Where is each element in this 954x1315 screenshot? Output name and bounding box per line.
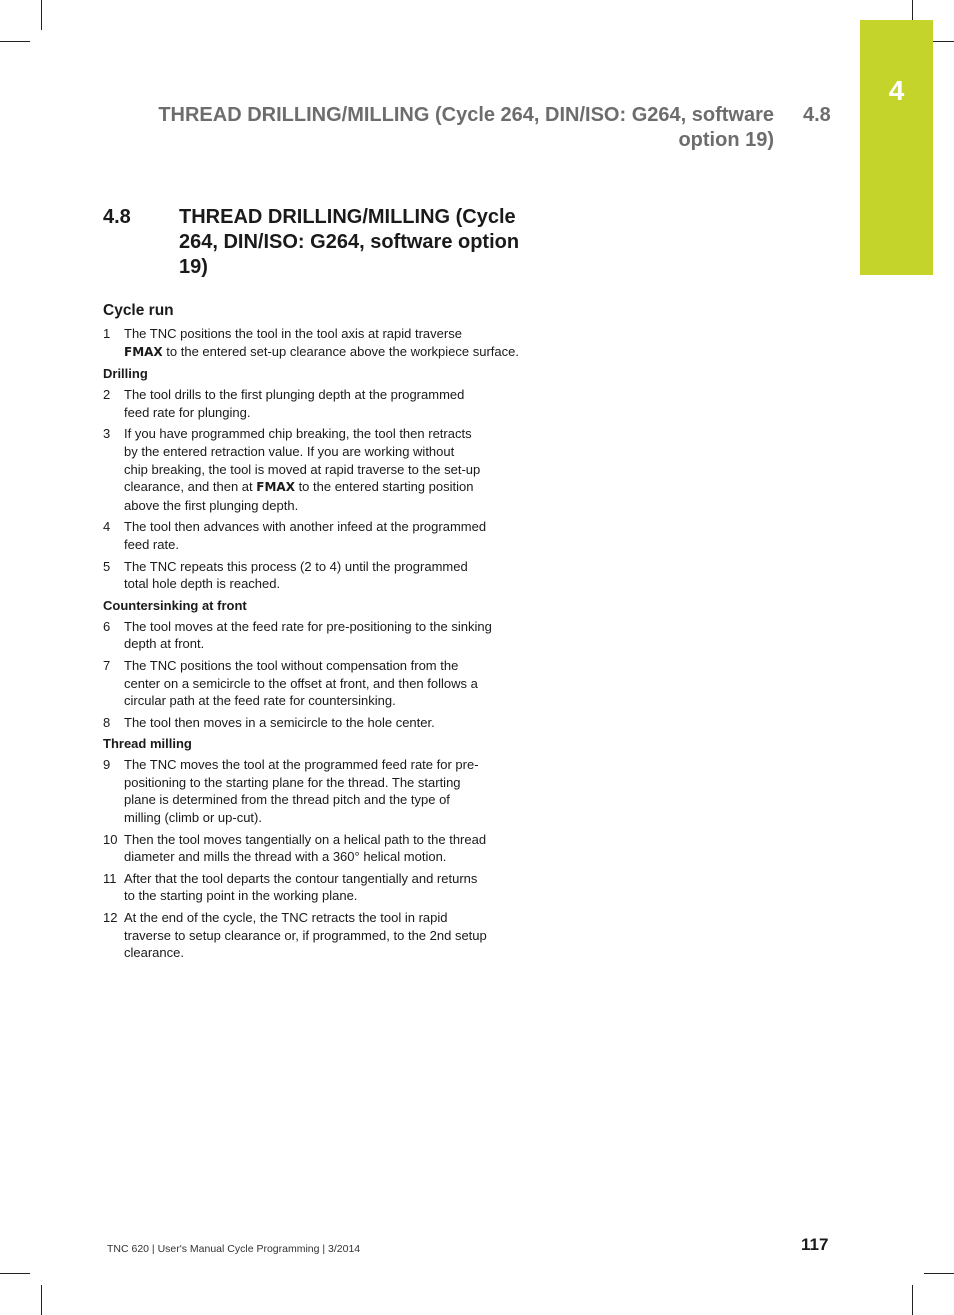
step-number: 1 bbox=[103, 326, 111, 341]
step-item bbox=[103, 325, 548, 361]
step-text: After that the tool departs the contour tangentially and returns to the starting point in the working plane. bbox=[124, 870, 478, 904]
step-text: The tool then advances with another infeed at the programmed feed rate. bbox=[124, 519, 487, 552]
drilling-heading: Drilling bbox=[103, 366, 148, 382]
step-text: At the end of the cycle, the TNC retracts the tool in rapid traverse to setup clearance or, if programmed, to the 2nd setup clearance. bbox=[124, 910, 487, 961]
step-item bbox=[103, 386, 548, 421]
step-item bbox=[103, 831, 548, 866]
step-item bbox=[103, 618, 548, 653]
running-header-section-number: 4.8 bbox=[803, 104, 831, 126]
step-item bbox=[103, 909, 548, 962]
step-item bbox=[103, 425, 548, 514]
crop-mark bbox=[0, 1273, 30, 1274]
running-header-line2: option 19) bbox=[678, 129, 774, 151]
step-text: Then the tool moves tangentially on a helical path to the thread diameter and mills the thread with a 360° helical motion. bbox=[124, 831, 487, 865]
fmax-keyword: FMAX bbox=[256, 480, 295, 495]
step-text-part: If you have programmed chip breaking, the tool then retracts by the entered retraction value. If you are working without chip breaking, the tool is moved at rapid traverse to the set-up clearance, and then at bbox=[124, 426, 481, 495]
step-number: 10 bbox=[103, 831, 118, 847]
step-item bbox=[103, 657, 548, 710]
step-number: 3 bbox=[103, 426, 111, 442]
crop-mark bbox=[924, 1273, 954, 1274]
running-header-line1: THREAD DRILLING/MILLING (Cycle 264, DIN/ISO: G264, software bbox=[158, 104, 774, 126]
step-item bbox=[103, 714, 548, 732]
step-number: 8 bbox=[103, 714, 111, 730]
page-number: 117 bbox=[801, 1235, 829, 1254]
step-text-part: to the entered starting position above the first plunging depth. bbox=[124, 479, 474, 513]
step-number: 6 bbox=[103, 618, 111, 634]
crop-mark bbox=[0, 41, 30, 42]
step-text: The TNC moves the tool at the programmed feed rate for pre- positioning to the starting plane for the thread. The starting plane is determined from the thread pitch and the type of milling (climb or up-cut). bbox=[124, 757, 479, 826]
step-item bbox=[103, 756, 548, 826]
step-text-part: to the entered set-up clearance above the workpiece surface. bbox=[162, 343, 519, 359]
step-text: The TNC positions the tool without compensation from the center on a semicircle to the offset at front, and then follows a circular path at the feed rate for countersinking. bbox=[124, 657, 478, 709]
step-item bbox=[103, 518, 548, 553]
step-number: 11 bbox=[103, 870, 117, 886]
step-number: 4 bbox=[103, 519, 111, 535]
chapter-tab bbox=[860, 20, 933, 275]
step-text: The TNC repeats this process (2 to 4) until the programmed total hole depth is reached. bbox=[124, 558, 468, 592]
crop-mark bbox=[41, 0, 42, 30]
step-text: The tool then moves in a semicircle to the hole center. bbox=[124, 714, 435, 730]
step-number: 2 bbox=[103, 387, 111, 403]
main-content bbox=[103, 301, 548, 966]
step-item bbox=[103, 558, 548, 593]
step-text: The tool drills to the first plunging depth at the programmed feed rate for plunging. bbox=[124, 387, 465, 420]
step-number: 9 bbox=[103, 757, 111, 773]
countersinking-heading: Countersinking at front bbox=[103, 597, 247, 613]
chapter-number: 4 bbox=[888, 75, 905, 106]
fmax-keyword: FMAX bbox=[124, 344, 163, 359]
running-header-title bbox=[134, 103, 774, 153]
thread-milling-heading: Thread milling bbox=[103, 736, 192, 752]
step-item bbox=[103, 870, 548, 905]
footer-text: TNC 620 | User's Manual Cycle Programming | 3/2014 bbox=[107, 1243, 361, 1255]
section-number: 4.8 bbox=[103, 206, 131, 228]
step-text bbox=[124, 425, 548, 514]
crop-mark bbox=[41, 1285, 42, 1315]
step-number: 12 bbox=[103, 910, 118, 926]
section-title: THREAD DRILLING/MILLING (Cycle 264, DIN/ISO: G264, software option 19) bbox=[179, 206, 520, 278]
step-text-part: The TNC positions the tool in the tool axis at rapid traverse bbox=[124, 326, 462, 341]
crop-mark bbox=[912, 1285, 913, 1315]
step-text: The tool moves at the feed rate for pre-positioning to the sinking depth at front. bbox=[124, 618, 492, 652]
step-number: 7 bbox=[103, 657, 111, 673]
cycle-run-heading: Cycle run bbox=[103, 302, 174, 319]
step-number: 5 bbox=[103, 558, 111, 574]
step-text bbox=[124, 325, 548, 361]
